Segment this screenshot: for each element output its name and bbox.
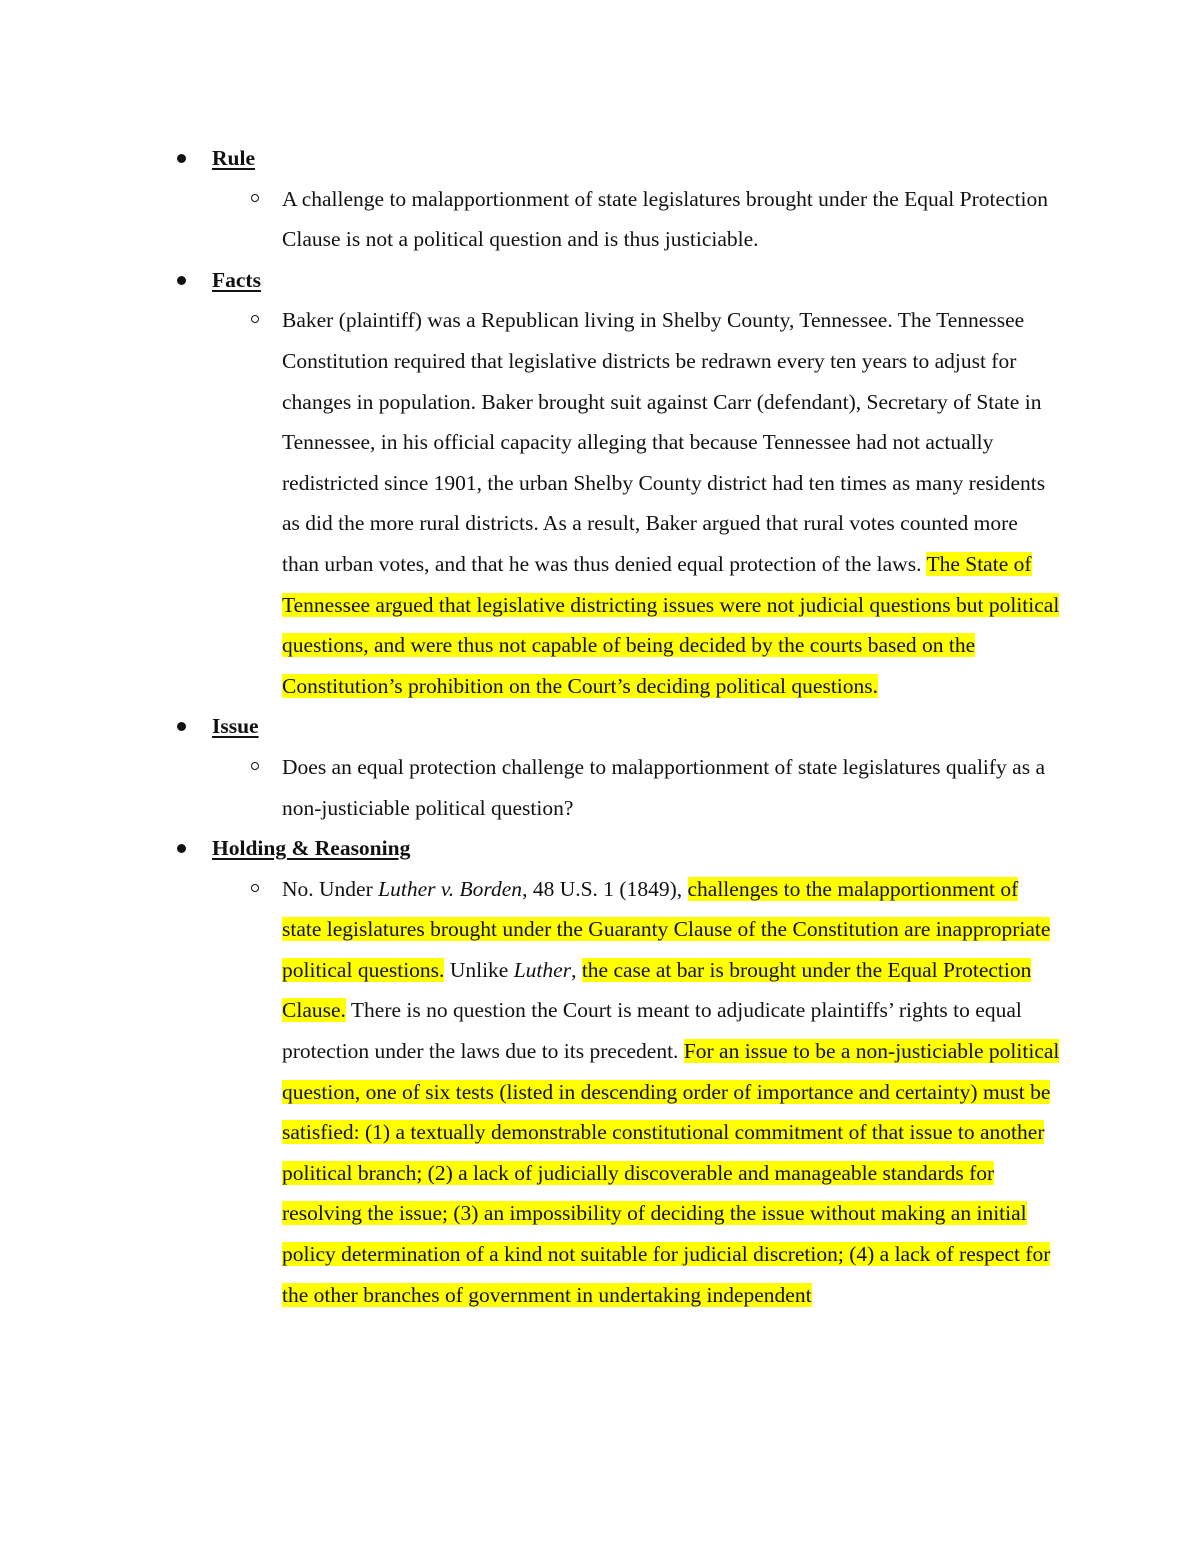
section-holding xyxy=(0,828,1200,869)
holding-heading: Holding & Reasoning xyxy=(212,836,411,861)
issue-paragraph: Does an equal protection challenge to malapportionment of state legislatures qualify as a non-justiciable political question? xyxy=(282,754,1045,820)
facts-highlight: The State of Tennessee argued that legislative districting issues were not judicial questions but political questions, and were thus not capable of being decided by the courts based on the Constitution’s prohibition on the Court’s deciding political questions. xyxy=(282,551,1060,698)
holding-part-5: There is no question the Court is meant to adjudicate plaintiffs’ rights to equal protection under the laws due to its precedent. xyxy=(282,998,1022,1064)
issue-text xyxy=(0,747,1200,828)
case-name-luther-v-borden: Luther v. Borden xyxy=(378,876,523,901)
case-brief xyxy=(0,138,1200,1315)
case-name-luther: Luther xyxy=(513,957,572,982)
rule-paragraph: A challenge to malapportionment of state legislatures brought under the Equal Protection Clause is not a political question and is thus justiciable. xyxy=(282,186,1049,252)
rule-text xyxy=(0,179,1200,260)
rule-heading: Rule xyxy=(212,146,255,170)
holding-part-1: No. Under xyxy=(282,876,373,901)
facts-text xyxy=(0,300,1200,706)
section-issue xyxy=(0,706,1200,747)
section-facts xyxy=(0,260,1200,301)
holding-highlight-1: challenges to the malapportionment of state legislatures brought under the Guaranty Clause of the Constitution are inappropriate political questions. xyxy=(282,876,1051,982)
holding-text xyxy=(0,869,1200,1316)
holding-part-3: Unlike xyxy=(449,957,509,982)
holding-part-4: , xyxy=(571,957,577,982)
holding-part-2: , 48 U.S. 1 (1849), xyxy=(522,876,683,901)
issue-heading: Issue xyxy=(212,714,259,739)
facts-heading: Facts xyxy=(212,267,261,292)
section-rule xyxy=(0,138,1200,179)
holding-highlight-2: the case at bar is brought under the Equal Protection Clause. xyxy=(282,957,1032,1023)
facts-paragraph: Baker (plaintiff) was a Republican living in Shelby County, Tennessee. The Tennessee Constitution required that legislative districts be redrawn every ten years to adjust for changes in population. Baker brought suit against Carr (defendant), Secretary of State in Tennessee, in his official capacity alleging that because Tennessee had not actually redistricted since 1901, the urban Shelby County district had ten times as many residents as did the more rural districts. As a result, Baker argued that rural votes counted more than urban votes, and that he was thus denied equal protection of the laws. xyxy=(282,308,1046,576)
holding-highlight-3: For an issue to be a non-justiciable political question, one of six tests (listed in descending order of importance and certainty) must be satisfied: (1) a textually demonstrable constitutional commitment of that issue to another political branch; (2) a lack of judicially discoverable and manageable standards for resolving the issue; (3) an impossibility of deciding the issue without making an initial policy determination of a kind not suitable for judicial discretion; (4) a lack of respect for the other branches of government in undertaking independent xyxy=(282,1039,1060,1307)
